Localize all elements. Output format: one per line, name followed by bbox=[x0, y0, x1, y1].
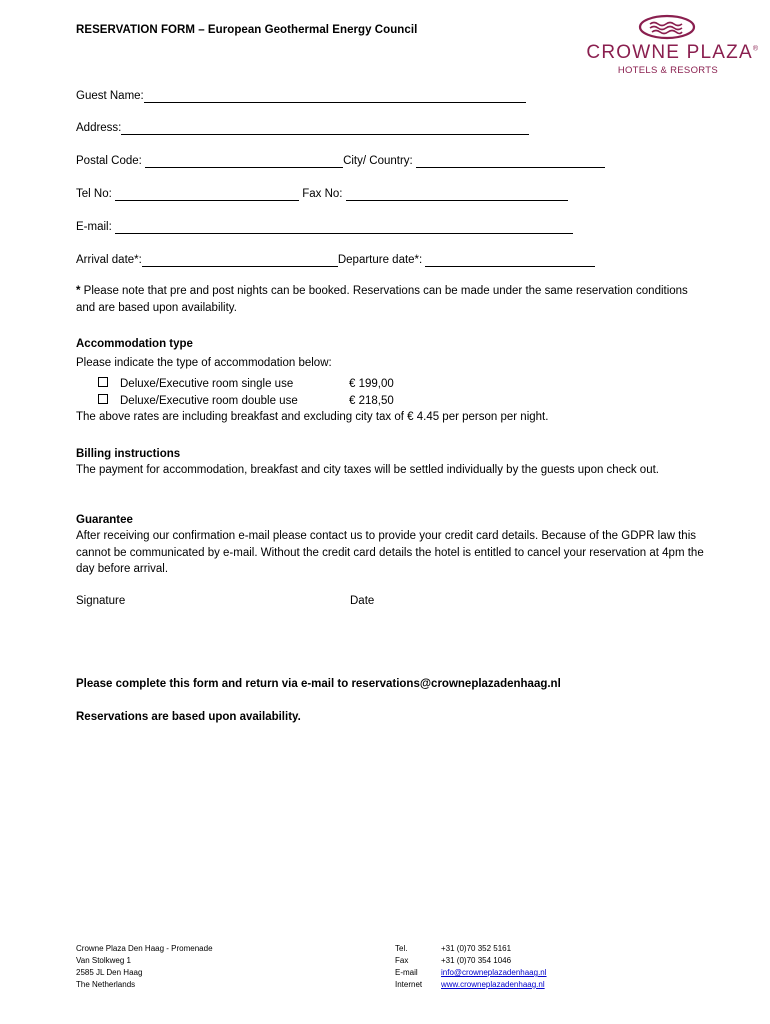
crowne-plaza-logo bbox=[580, 14, 758, 80]
arrival-date-label: Arrival date*: bbox=[76, 254, 142, 266]
address-label: Address: bbox=[76, 122, 122, 134]
accommodation-intro: Please indicate the type of accommodation below: bbox=[76, 357, 332, 369]
arrival-date-field[interactable] bbox=[142, 254, 338, 267]
billing-text: The payment for accommodation, breakfast and city taxes will be settled individually by the guests upon check out. bbox=[76, 464, 659, 476]
logo-emblem-icon bbox=[638, 14, 696, 40]
accommodation-heading: Accommodation type bbox=[76, 338, 193, 350]
footer-fax-row bbox=[395, 955, 547, 967]
single-use-price: € 199,00 bbox=[349, 378, 394, 390]
footer-email-row bbox=[395, 967, 547, 979]
address-row bbox=[76, 121, 529, 135]
guarantee-heading: Guarantee bbox=[76, 514, 133, 526]
dates-row bbox=[76, 253, 595, 267]
footer-address-line: Crowne Plaza Den Haag - Promenade bbox=[76, 944, 213, 953]
logo-subtitle: HOTELS & RESORTS bbox=[617, 65, 718, 76]
email-label: E-mail: bbox=[76, 221, 112, 233]
availability-note: Reservations are based upon availability. bbox=[76, 711, 301, 723]
tel-label: Tel No: bbox=[76, 188, 112, 200]
form-title: RESERVATION FORM – European Geothermal Energy Council bbox=[76, 24, 418, 36]
logo-name: CROWNE PLAZA bbox=[586, 42, 753, 63]
departure-date-label: Departure date*: bbox=[337, 254, 423, 266]
note-asterisk: * bbox=[76, 285, 81, 297]
departure-date-field[interactable] bbox=[425, 254, 595, 267]
guarantee-text: After receiving our confirmation e-mail please contact us to provide your credit card details. Because of the GDPR law this cannot be communicated by e-mail. Without the credit card details the hotel is entitled to cancel your reservation at 4pm the day before arrival. bbox=[76, 530, 704, 575]
guest-name-label: Guest Name: bbox=[76, 90, 144, 102]
guest-name-row bbox=[76, 89, 526, 103]
footer-tel-value: +31 (0)70 352 5161 bbox=[441, 944, 512, 953]
note-text: Please note that pre and post nights can be booked. Reservations can be made under the same reservation conditions and are based upon availability. bbox=[76, 285, 688, 314]
email-row bbox=[76, 220, 573, 234]
footer-address-line: 2585 JL Den Haag bbox=[76, 968, 143, 977]
single-use-checkbox[interactable] bbox=[98, 377, 108, 387]
email-field[interactable] bbox=[115, 221, 573, 234]
city-country-field[interactable] bbox=[416, 155, 605, 168]
footer-email-label: E-mail bbox=[395, 968, 418, 977]
return-instructions: Please complete this form and return via e-mail to reservations@crowneplazadenhaag.nl bbox=[76, 678, 561, 690]
option-single-use bbox=[98, 376, 394, 393]
single-use-label: Deluxe/Executive room single use bbox=[120, 378, 294, 390]
footer-contact bbox=[395, 943, 547, 991]
footer-email-link[interactable]: info@crowneplazadenhaag.nl bbox=[441, 968, 547, 977]
fax-label: Fax No: bbox=[302, 188, 343, 200]
booking-note bbox=[76, 283, 706, 316]
footer-address-line: The Netherlands bbox=[76, 980, 136, 989]
double-use-checkbox[interactable] bbox=[98, 394, 108, 404]
footer-address-line: Van Stolkweg 1 bbox=[76, 956, 131, 965]
city-country-label: City/ Country: bbox=[343, 155, 413, 167]
double-use-label: Deluxe/Executive room double use bbox=[120, 395, 298, 407]
postal-city-row bbox=[76, 154, 605, 168]
logo-registered-mark: ® bbox=[752, 45, 758, 53]
footer-address bbox=[76, 943, 213, 991]
postal-code-field[interactable] bbox=[145, 155, 343, 168]
date-label: Date bbox=[350, 595, 375, 607]
rates-note: The above rates are including breakfast and excluding city tax of € 4.45 per person per night. bbox=[76, 411, 549, 423]
tel-field[interactable] bbox=[115, 188, 299, 201]
footer-tel-row bbox=[395, 943, 547, 955]
option-double-use bbox=[98, 393, 394, 410]
footer-tel-label: Tel. bbox=[395, 944, 408, 953]
footer-internet-row bbox=[395, 979, 547, 991]
postal-code-label: Postal Code: bbox=[76, 155, 142, 167]
fax-field[interactable] bbox=[346, 188, 568, 201]
tel-fax-row bbox=[76, 187, 568, 201]
footer-internet-label: Internet bbox=[395, 980, 423, 989]
double-use-price: € 218,50 bbox=[349, 395, 394, 407]
billing-heading: Billing instructions bbox=[76, 448, 181, 460]
footer-website-link[interactable]: www.crowneplazadenhaag.nl bbox=[441, 980, 545, 989]
footer-fax-label: Fax bbox=[395, 956, 409, 965]
signature-label: Signature bbox=[76, 595, 126, 607]
address-field[interactable] bbox=[121, 122, 529, 135]
footer-fax-value: +31 (0)70 354 1046 bbox=[441, 956, 512, 965]
guest-name-field[interactable] bbox=[144, 90, 526, 103]
